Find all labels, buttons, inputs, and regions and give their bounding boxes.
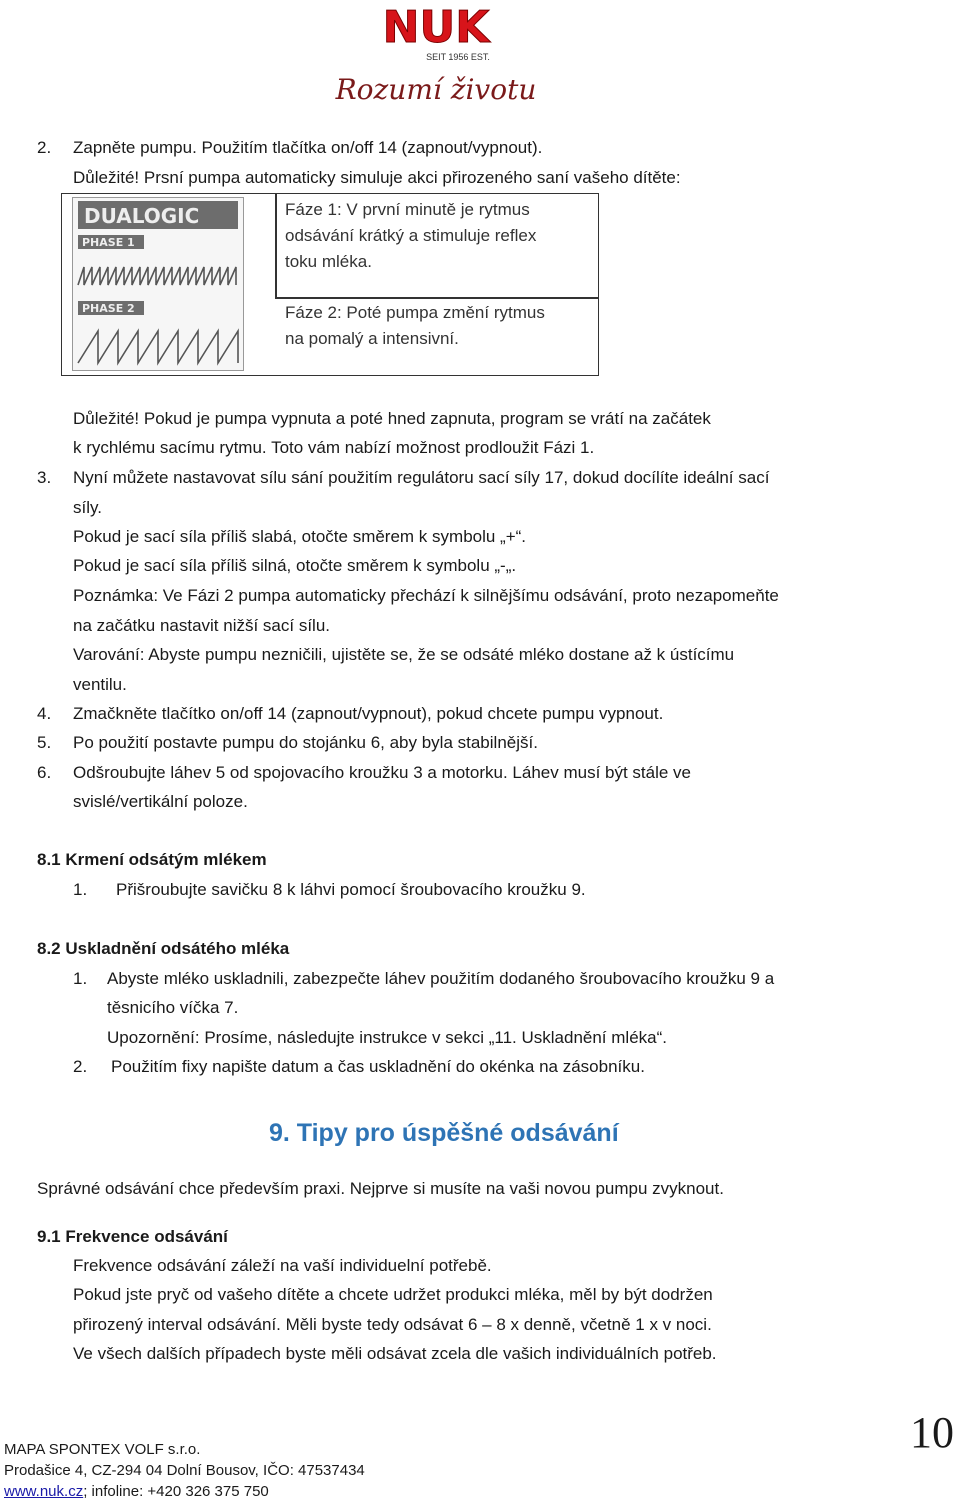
step-3-line-4: Pokud je sací síla příliš silná, otočte směrem k symbolu „-„.: [73, 556, 517, 575]
step-4-text: Zmačkněte tlačítko on/off 14 (zapnout/vypnout), pokud chcete pumpu vypnout.: [73, 704, 664, 723]
s91-line-2: Pokud jste pryč od vašeho dítěte a chcete udržet produkci mléka, měl by být dodržen: [73, 1285, 713, 1304]
s82-item-1-number: 1.: [73, 969, 88, 988]
phase-box-divider-vertical: [275, 193, 277, 298]
footer-infoline: ; infoline: +420 326 375 750: [83, 1483, 269, 1500]
step-6-number: 6.: [37, 763, 52, 782]
phase-box-divider: [275, 297, 599, 299]
s82-item-1-line-2: těsnicího víčka 7.: [107, 998, 239, 1017]
section-8-2-heading: 8.2 Uskladnění odsátého mléka: [37, 939, 290, 958]
phase-2-line-2: na pomalý a intensivní.: [285, 329, 459, 348]
step-3-number: 3.: [37, 468, 52, 487]
s91-line-3: přirozený interval odsávání. Měli byste tedy odsávat 6 – 8 x denně, včetně 1 x v noci.: [73, 1315, 712, 1334]
footer-web-link[interactable]: www.nuk.cz: [4, 1483, 84, 1500]
s81-item-number: 1.: [73, 880, 88, 899]
phase-1-line-2: odsávání krátký a stimuluje reflex: [285, 226, 537, 245]
important-line-2: k rychlému sacímu rytmu. Toto vám nabízí možnost prodloužit Fázi 1.: [73, 438, 595, 457]
important-line-1: Důležité! Pokud je pumpa vypnuta a poté hned zapnuta, program se vrátí na začátek: [73, 409, 711, 428]
s82-item-1-line-1: Abyste mléko uskladnili, zabezpečte láhev použitím dodaného šroubovacího kroužku 9 a: [107, 969, 775, 988]
step-5-number: 5.: [37, 733, 52, 752]
step-3-line-7: Varování: Abyste pumpu nezničili, ujistěte se, že se odsáté mléko dostane až k ústícímu: [73, 645, 735, 664]
svg-text:DUALOGIC: DUALOGIC: [84, 204, 200, 228]
s91-line-4: Ve všech dalších případech byste měli odsávat zcela dle vašich individuálních potřeb.: [73, 1344, 717, 1363]
page-number: 10: [910, 1408, 954, 1457]
step-3-line-6: na začátku nastavit nižší sací sílu.: [73, 616, 331, 635]
step-3-line-3: Pokud je sací síla příliš slabá, otočte směrem k symbolu „+“.: [73, 527, 527, 546]
step-6-line-2: svislé/vertikální poloze.: [73, 792, 248, 811]
section-9-1-heading: 9.1 Frekvence odsávání: [37, 1227, 228, 1246]
step-5-text: Po použití postavte pumpu do stojánku 6, aby byla stabilnější.: [73, 733, 538, 752]
phase-2-line-1: Fáze 2: Poté pumpa změní rytmus: [285, 303, 545, 322]
phase-1-line-1: Fáze 1: V první minutě je rytmus: [285, 200, 530, 219]
footer-company: MAPA SPONTEX VOLF s.r.o.: [4, 1441, 201, 1458]
step-3-line-8: ventilu.: [73, 675, 127, 694]
s82-item-2-text: Použitím fixy napište datum a čas uskladnění do okénka na zásobníku.: [111, 1057, 645, 1076]
svg-text:NUK: NUK: [382, 2, 490, 53]
svg-text:Rozumí životu: Rozumí životu: [335, 73, 537, 106]
section-9-heading: 9. Tipy pro úspěšné odsávání: [269, 1119, 619, 1147]
footer-address: Prodašice 4, CZ-294 04 Dolní Bousov, IČO: 47537434: [4, 1462, 365, 1479]
s81-item-text: Přišroubujte savičku 8 k láhvi pomocí šroubovacího kroužku 9.: [116, 880, 586, 899]
step-2-number: 2.: [37, 138, 52, 157]
svg-text:PHASE 2: PHASE 2: [82, 302, 135, 315]
dualogic-phase-diagram: [72, 197, 244, 371]
section-8-1-heading: 8.1 Krmení odsátým mlékem: [37, 850, 267, 869]
section-9-intro: Správné odsávání chce především praxi. Nejprve si musíte na vaši novou pumpu zvyknout.: [37, 1179, 724, 1198]
step-3-line-1: Nyní můžete nastavovat sílu sání použitím regulátoru sací síly 17, dokud docílíte ideální sací: [73, 468, 770, 487]
svg-text:SEIT 1956 EST.: SEIT 1956 EST.: [426, 52, 490, 62]
svg-text:PHASE 1: PHASE 1: [82, 236, 135, 249]
s91-line-1: Frekvence odsávání záleží na vaší individuelní potřebě.: [73, 1256, 492, 1275]
s82-item-2-number: 2.: [73, 1057, 88, 1076]
step-2-line-2: Důležité! Prsní pumpa automaticky simuluje akci přirozeného saní vašeho dítěte:: [73, 168, 681, 187]
s82-item-1-line-3: Upozornění: Prosíme, následujte instrukce v sekci „11. Uskladnění mléka“.: [107, 1028, 667, 1047]
step-3-line-5: Poznámka: Ve Fázi 2 pumpa automaticky přechází k silnějšímu odsávání, proto nezapomeňte: [73, 586, 779, 605]
step-3-line-2: síly.: [73, 498, 102, 517]
nuk-logo: [318, 2, 554, 112]
step-4-number: 4.: [37, 704, 52, 723]
step-6-line-1: Odšroubujte láhev 5 od spojovacího kroužku 3 a motorku. Láhev musí být stále ve: [73, 763, 692, 782]
footer-contact: [4, 1482, 269, 1501]
phase-1-line-3: toku mléka.: [285, 252, 372, 271]
step-2-line-1: Zapněte pumpu. Použitím tlačítka on/off 14 (zapnout/vypnout).: [73, 138, 543, 157]
